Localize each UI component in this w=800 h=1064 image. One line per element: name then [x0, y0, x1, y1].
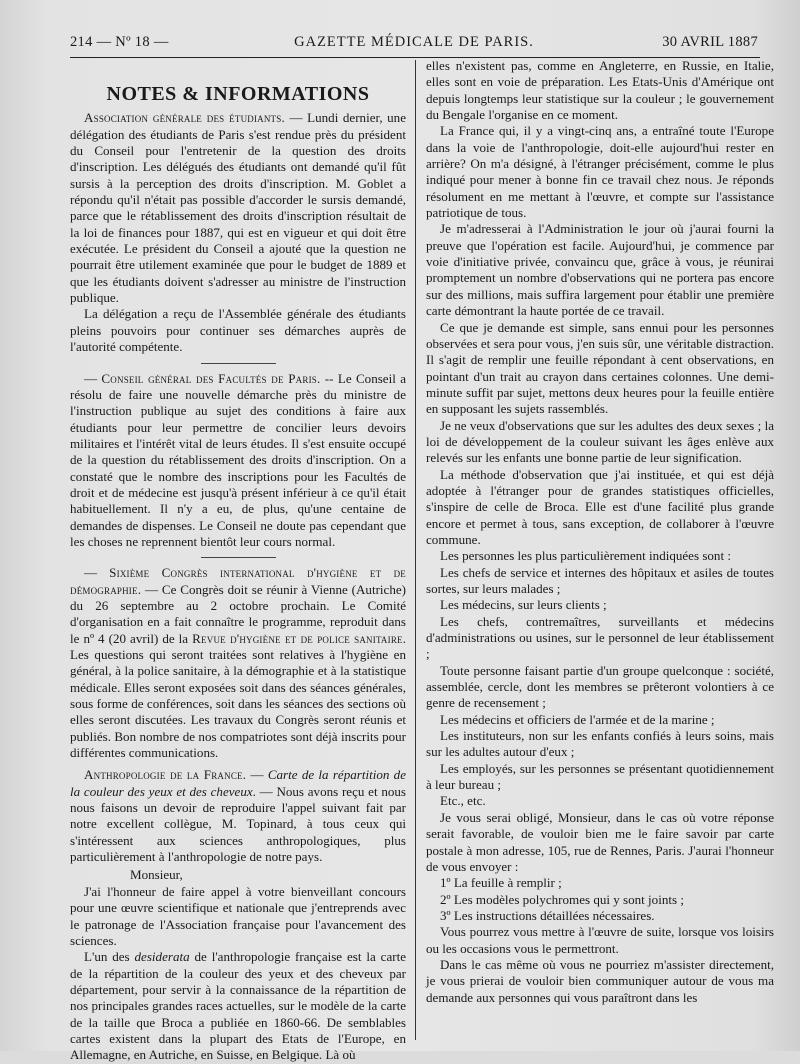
page-number: 214 — Nº 18 —: [70, 34, 169, 50]
list-item: Etc., etc.: [440, 793, 486, 809]
paragraph: Je ne veux d'observations que sur les adultes des deux sexes ; la loi de développement de la couleur suivant les âges enlève aux relevés sur les enfants une bonne partie de leur signification.: [426, 417, 774, 466]
salutation: Monsieur,: [130, 867, 183, 883]
text: de l'anthropologie française est la carte de la répartition de la couleur des yeux et des cheveux par département, pour servir à la connaissance de la répartition de nos principales grandes races actuelles, sur le modèle de la carte de la taille que Broca a publiée en 1860-66. De semblables cartes existent dans la plupart des Etats de l'Europe, en Allemagne, en Autriche, en Suisse, en Belgique. Là où: [70, 949, 406, 1063]
article-heading: Sixième Congrès international d'hygiène et de démographie.: [70, 565, 406, 597]
numbered-item: 1º La feuille à remplir ;: [440, 875, 562, 891]
paragraph: Vous pourrez vous mettre à l'œuvre de suite, lorsque vos loisirs ou les occasions vous le permettront.: [426, 924, 774, 956]
article-text: . — Nous avons reçu et nous nous faisons un devoir de reproduire l'appel suivant fait par notre excellent collègue, M. Topinard, à tous ceux qui s'intéressent aux sciences anthropologiques, plus particulièrement à l'anthropologie de notre pays.: [70, 783, 406, 865]
article-text: — Lundi dernier, une délégation des étudiants de Paris s'est rendue près du président du Conseil pour l'entretenir de la question des droits d'inscription. Les délégués des étudiants ont demandé qu'il fût sursis à la perception des droits d'inscription. M. Goblet a répondu qu'il n'était pas possible d'accorder le sursis demandé, parce que le rétablissement des droits d'inscription résultait de la loi de finances pour 1887, qui est en vigueur et qui doit être exécutée. Le président du Conseil a ajouté que la question ne pourrait être utilement examinée que pour le budget de 1889 et que les étudiants doivent s'adresser au ministre de l'instruction publique.: [70, 110, 407, 306]
paragraph: [70, 949, 406, 1063]
paragraph: Je m'adresserai à l'Administration le jour où j'aurai fourni la preuve que l'opération est facile. Aujourd'hui, je commence par voie d'initiative privée, convaincu que, grâce à vous, je réunirai promptement un nombre d'observations qui ne portera pas encore sur des millions, mais suffira largement pour établir une première carte démontrant la haute portée de ce travail.: [426, 221, 774, 319]
article-heading: Conseil général des Facultés de Paris.: [101, 370, 321, 386]
separator-rule: [201, 557, 276, 558]
paragraph: elles n'existent pas, comme en Angleterre, en Russie, en Italie, elles sont en voie de préparation. Les Etats-Unis d'Amérique ont depuis longtemps leur statistique sur la couleur ; le gouvernement du Bengale l'organise en ce moment.: [426, 58, 774, 123]
paragraph: Ce que je demande est simple, sans ennui pour les personnes observées et sera pour vous, j'en suis sûr, une véritable distraction. Il s'agit de remplir une feuille répondant à cent observations, en pointant d'un trait au crayon dans certaines colonnes. Une demi-minute suffit par sujet, mettons deux heures pour la feuille entière en supposant les sujets rassemblés.: [426, 319, 774, 417]
list-item: Les chefs de service et internes des hôpitaux et asiles de toutes sortes, sur leurs malades ;: [426, 564, 774, 596]
journal-title: GAZETTE MÉDICALE DE PARIS.: [294, 34, 534, 50]
text: L'un des: [84, 949, 135, 965]
left-column: [70, 60, 407, 1063]
list-item: Les instituteurs, non sur les enfants confiés à leurs soins, mais sur les adultes autour d'eux ;: [426, 728, 774, 760]
article-text: . Les questions qui seront traitées sont relatives à l'hygiène en général, à la police sanitaire, à la démographie et à la statistique médicale. Elles seront exposées soit dans des séances générales, sous forme de conférences, soit dans les séances des sections où elles seront discutées. Les travaux du Congrès seront réunis et publiés. Bon nombre de nos compatriotes sont déjà inscrits pour différentes communications.: [70, 630, 406, 761]
article-text: — Ce Congrès doit se réunir à Vienne (Autriche) du 26 septembre au 2 octobre prochain. Le Comité d'organisation en a fait connaître le programme, reproduit dans le nº 4 (20 avril) de la: [70, 581, 406, 646]
paragraph: Dans le cas même où vous ne pourriez m'assister directement, je vous prierai de vouloir bien communiquer autour de vous ma demande aux personnes qui vous paraîtront dans les: [426, 956, 774, 1005]
dash: —: [84, 565, 110, 581]
separator-rule: [201, 363, 276, 364]
paragraph: La méthode d'observation que j'ai instituée, et qui est déjà adoptée à l'étranger pour de grandes statistiques officielles, s'inspire de celle de Broca. Elle est d'une facilité plus grande encore et permet à tous, sans exception, de collaborer à l'œuvre commune.: [426, 466, 774, 547]
list-item: Toute personne faisant partie d'un groupe quelconque : société, assemblée, cercle, dont les membres se prêteront volontiers à ce genre de recensement ;: [426, 662, 774, 711]
paragraph: La France qui, il y a vingt-cinq ans, a entraîné toute l'Europe dans la voie de l'anthropologie, doit-elle aujourd'hui rester en arrière? On m'a désigné, à l'étranger précisément, comme le plus indiqué pour mener à bonne fin ce travail chez nous. Je réponds résolument en me mettant à l'œuvre, et compte sur l'assistance patriotique de tous.: [426, 123, 774, 221]
article-anthropology: [70, 767, 406, 865]
column-divider: [415, 60, 416, 1040]
article-hygiene-congress: [70, 565, 406, 761]
issue-date: 30 AVRIL 1887: [662, 34, 758, 50]
dash: —: [84, 370, 102, 386]
list-item: Les médecins et officiers de l'armée et de la marine ;: [440, 711, 715, 727]
italic-term: desiderata: [134, 949, 190, 965]
article-text: -- Le Conseil a résolu de faire une nouvelle démarche près du ministre de l'instruction publique au sujet des conditions à faire aux étudiants pour leur permettre de concilier leurs devoirs militaires et l'intérêt vital de leurs études. Il s'est ensuite occupé de la question du rétablissement des droits d'inscription. On a constaté que le nombre des inscriptions pour les Facultés de droit et de médecine est jusqu'à présent inférieur à ce qu'il était habituellement. Il n'y a eu, de plus, qu'une centaine de demandes de dispenses. Le Conseil ne doute pas cependant que les choses ne reprennent bientôt leur cours normal.: [70, 370, 406, 549]
paragraph: La délégation a reçu de l'Assemblée générale des étudiants pleins pouvoirs pour continuer ses démarches auprès de l'autorité compétente.: [70, 306, 406, 355]
numbered-item: 2º Les modèles polychromes qui y sont joints ;: [440, 891, 684, 907]
article-heading: Association générale des étudiants.: [84, 110, 285, 126]
paragraph: Les personnes les plus particulièrement indiquées sont :: [440, 548, 731, 564]
right-column: [426, 58, 774, 1043]
numbered-item: 3º Les instructions détaillées nécessaires.: [440, 907, 655, 923]
journal-reference: Revue d'hygiène et de police sanitaire: [192, 630, 403, 646]
list-item: Les médecins, sur leurs clients ;: [440, 597, 607, 613]
dash: —: [246, 767, 268, 783]
section-title: NOTES & INFORMATIONS: [106, 83, 370, 105]
page-header: [70, 34, 758, 54]
article-heading: Anthropologie de la France.: [84, 767, 247, 783]
paragraph: J'ai l'honneur de faire appel à votre bienveillant concours pour une œuvre scientifique et nationale que j'entreprends avec le patronage de l'Association française pour l'avancement des sciences.: [70, 883, 406, 948]
map-title: Carte de la répartition de la couleur des yeux et des cheveux: [70, 767, 406, 799]
article-faculty-council: [70, 371, 406, 551]
paragraph: Je vous serai obligé, Monsieur, dans le cas où votre réponse serait favorable, de vouloir bien me le faire savoir par carte postale à mon adresse, 105, rue de Rennes, Paris. J'aurai l'honneur de vous envoyer :: [426, 809, 774, 874]
list-item: Les chefs, contremaîtres, surveillants et médecins d'administrations ou usines, sur le personnel de leur établissement ;: [426, 613, 774, 662]
list-item: Les employés, sur les personnes se présentant quotidiennement à leur bureau ;: [426, 760, 774, 793]
article-student-association: [70, 110, 406, 306]
